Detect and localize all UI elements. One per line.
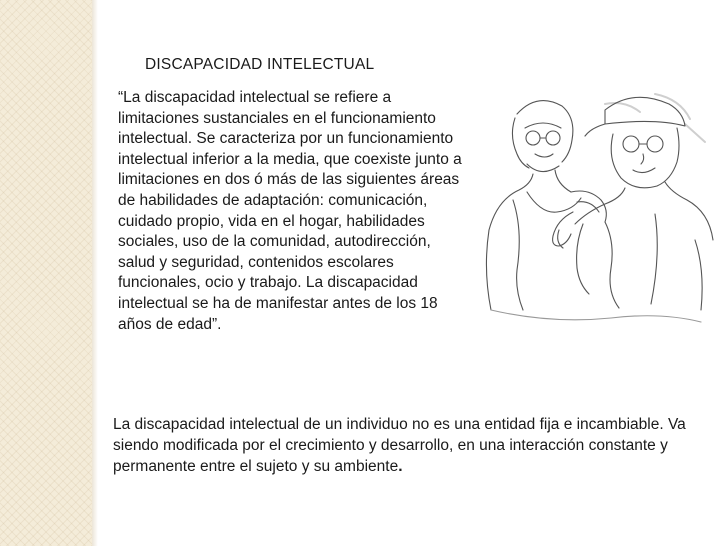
explanatory-note [113,414,718,477]
background-texture-strip [0,0,92,546]
explanatory-note-text: La discapacidad intelectual de un individuo no es una entidad fija e incambiable. Va siendo modificada por el crecimiento y desarrollo, en una interacción constante y permanente entre el sujeto y su ambiente [113,416,686,475]
couple-illustration [455,84,717,330]
definition-quote: “La discapacidad intelectual se refiere a limitaciones sustanciales en el funcionamiento intelectual. Se caracteriza por un funcionamiento intelectual inferior a la media, que coexiste junto a limitaciones en dos ó más de las siguientes áreas de habilidades de adaptación: comunicación, cuidado propio, vida en el hogar, habilidades sociales, uso de la comunidad, autodirección, salud y seguridad, contenidos escolares funcionales, ocio y trabajo. La discapacidad intelectual se ha de manifestar antes de los 18 años de edad”. [118,89,462,333]
background-texture-edge [92,0,98,546]
slide-title: DISCAPACIDAD INTELECTUAL [145,56,375,73]
note-final-period: . [398,458,403,475]
